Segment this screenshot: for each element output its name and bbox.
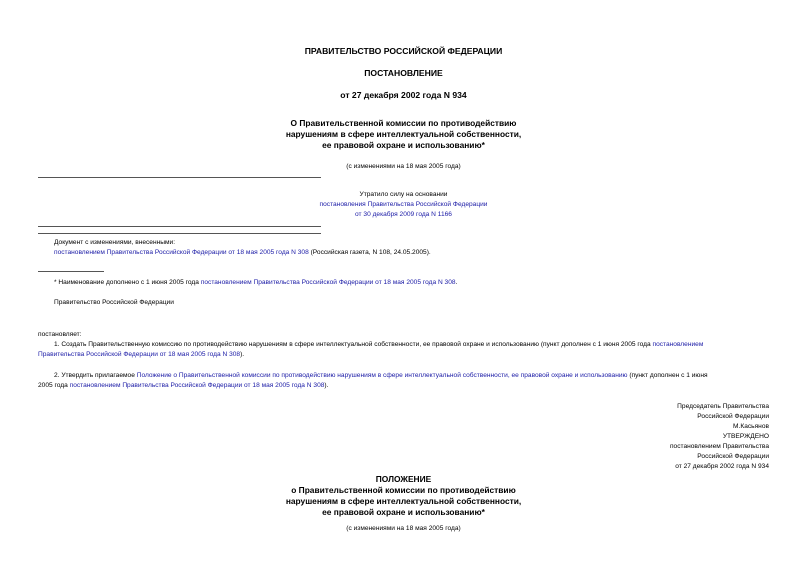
changes-note: (с изменениями на 18 мая 2005 года) bbox=[346, 163, 461, 170]
amendments-block bbox=[54, 238, 774, 258]
preamble: Правительство Российской Федерации bbox=[54, 299, 174, 306]
amendments-label: Документ с изменениями, внесенными: bbox=[54, 239, 176, 246]
amendments-link[interactable]: постановлением Правительства Российской Федерации от 18 мая 2005 года N 308 bbox=[54, 249, 309, 256]
item-1-link-b[interactable]: Правительства Российской Федерации от 18 мая 2005 года N 308 bbox=[38, 351, 241, 358]
repeal-line: Утратило силу на основании bbox=[359, 191, 448, 198]
regulation-line-2: нарушениям в сфере интеллектуальной собственности, bbox=[285, 496, 522, 506]
title-line-3: ее правовой охране и использованию* bbox=[322, 140, 485, 150]
item-2-link-b[interactable]: постановлением Правительства Российской Федерации от 18 мая 2005 года N 308 bbox=[69, 382, 325, 389]
repeal-link-line-1[interactable]: постановления Правительства Российской Федерации bbox=[319, 201, 488, 208]
signature-block bbox=[470, 402, 769, 472]
approval-line-2: Российской Федерации bbox=[697, 453, 769, 460]
repeal-link[interactable] bbox=[0, 200, 807, 220]
item-2 bbox=[38, 371, 770, 391]
org-heading: ПРАВИТЕЛЬСТВО РОССИЙСКОЙ ФЕДЕРАЦИИ bbox=[304, 46, 503, 56]
doc-type-heading: ПОСТАНОВЛЕНИЕ bbox=[364, 68, 443, 78]
regulation-line-3: ее правовой охране и использованию* bbox=[322, 507, 485, 517]
approval-date: от 27 декабря 2002 года N 934 bbox=[675, 463, 769, 470]
item-1-link-a[interactable]: постановлением bbox=[652, 341, 704, 348]
approval-label: УТВЕРЖДЕНО bbox=[722, 433, 769, 440]
signature-line-2: Российской Федерации bbox=[697, 413, 769, 420]
footnote bbox=[54, 278, 774, 288]
divider bbox=[38, 233, 321, 234]
document-title bbox=[0, 118, 807, 151]
item-2-text-c: 2005 года bbox=[38, 382, 70, 389]
signature-line-1: Председатель Правительства bbox=[677, 403, 769, 410]
title-line-1: О Правительственной комиссии по противодействию bbox=[290, 118, 517, 128]
item-1-text: 1. Создать Правительственную комиссию по противодействию нарушениям в сфере интеллектуальной собственности, ее правовой охране и использованию (пункт дополнен с 1 июня 2005 года bbox=[54, 341, 653, 348]
footnote-divider bbox=[38, 271, 104, 272]
regulation-title bbox=[0, 474, 807, 518]
regulation-changes-note: (с изменениями на 18 мая 2005 года) bbox=[346, 525, 461, 532]
repeal-notice bbox=[0, 190, 807, 220]
divider bbox=[38, 226, 321, 227]
item-2-end: ). bbox=[324, 382, 329, 389]
regulation-heading: ПОЛОЖЕНИЕ bbox=[375, 474, 432, 484]
doc-date-heading: от 27 декабря 2002 года N 934 bbox=[340, 90, 467, 100]
decree-word: постановляет: bbox=[38, 331, 82, 338]
approval-line-1: постановлением Правительства bbox=[669, 443, 769, 450]
regulation-line-1: о Правительственной комиссии по противодействию bbox=[291, 485, 516, 495]
item-1-end: ). bbox=[240, 351, 245, 358]
item-1 bbox=[38, 340, 770, 360]
title-line-2: нарушениям в сфере интеллектуальной собственности, bbox=[285, 129, 522, 139]
repeal-link-line-2[interactable]: от 30 декабря 2009 года N 1166 bbox=[355, 211, 452, 218]
footnote-link[interactable]: постановлением Правительства Российской Федерации от 18 мая 2005 года N 308 bbox=[200, 279, 456, 286]
signature-name: М.Касьянов bbox=[733, 423, 769, 430]
item-2-text-b: (пункт дополнен с 1 июня bbox=[627, 372, 708, 379]
item-2-text-a: 2. Утвердить прилагаемое bbox=[54, 372, 137, 379]
amendments-tail: (Российская газета, N 108, 24.05.2005). bbox=[308, 249, 431, 256]
divider bbox=[38, 177, 321, 178]
footnote-text: * Наименование дополнено с 1 июня 2005 года bbox=[54, 279, 201, 286]
footnote-end: . bbox=[455, 279, 458, 286]
item-2-regulation-link[interactable]: Положение о Правительственной комиссии по противодействию нарушениям в сфере интеллектуальной собственности, ее правовой охране и использованию bbox=[136, 372, 628, 379]
